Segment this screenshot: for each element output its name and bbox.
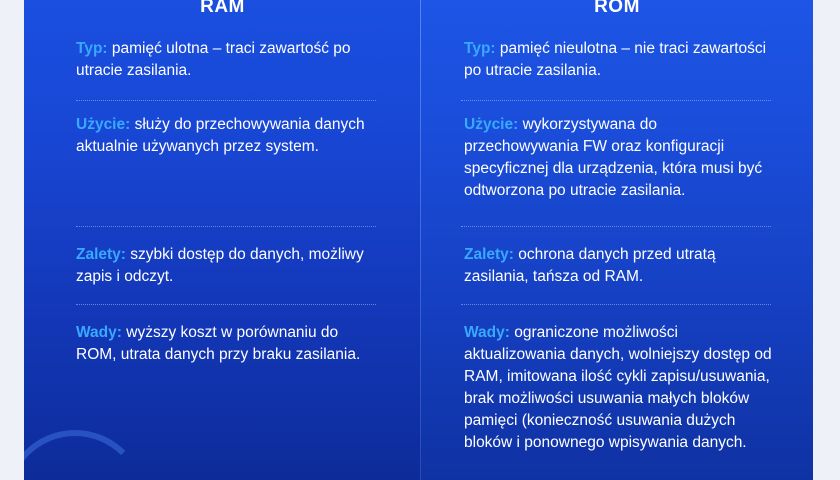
rom-typ-label: Typ: xyxy=(464,40,496,57)
ram-wady-text: wyższy koszt w porównaniu do ROM, utrata danych przy braku zasilania. xyxy=(76,324,361,363)
ram-zalety-label: Zalety: xyxy=(76,246,126,263)
rom-typ-text: pamięć nieulotna – nie traci zawartości po utracie zasilania. xyxy=(464,40,767,79)
ram-separator-2 xyxy=(76,226,376,227)
rom-separator-3 xyxy=(461,304,771,305)
ram-separator-1 xyxy=(76,100,376,101)
rom-wady xyxy=(464,322,774,454)
ram-separator-3 xyxy=(76,304,376,305)
rom-zalety-label: Zalety: xyxy=(464,246,514,263)
rom-uzycie-text: wykorzystywana do przechowywania FW oraz konfiguracji specyficznej dla urządzenia, która musi być odtworzona po utracie zasilania. xyxy=(464,116,763,199)
rom-separator-1 xyxy=(461,100,771,101)
rom-uzycie xyxy=(464,114,774,202)
rom-separator-2 xyxy=(461,226,771,227)
rom-wady-text: ograniczone możliwości aktualizowania danych, wolniejszy dostęp od RAM, imitowana ilość cykli zapisu/usuwania, brak możliwości usuwania małych bloków pamięci (konieczność usuwania dużych bloków i ponownego wpisywania danych. xyxy=(464,324,772,451)
rom-typ xyxy=(464,38,774,82)
ram-typ-label: Typ: xyxy=(76,40,108,57)
rom-uzycie-label: Użycie: xyxy=(464,116,519,133)
ram-wady xyxy=(76,322,376,366)
ram-zalety xyxy=(76,244,376,288)
ram-typ-text: pamięć ulotna – traci zawartość po utracie zasilania. xyxy=(76,40,351,79)
rom-zalety-text: ochrona danych przed utratą zasilania, tańsza od RAM. xyxy=(464,246,716,285)
ram-uzycie-text: służy do przechowywania danych aktualnie używanych przez system. xyxy=(76,116,365,155)
ram-uzycie xyxy=(76,114,376,158)
decorative-arc xyxy=(24,430,146,480)
ram-typ xyxy=(76,38,376,82)
ram-wady-label: Wady: xyxy=(76,324,122,341)
ram-uzycie-label: Użycie: xyxy=(76,116,131,133)
rom-title: ROM xyxy=(594,0,640,17)
rom-panel xyxy=(421,0,813,480)
ram-zalety-text: szybki dostęp do danych, możliwy zapis i odczyt. xyxy=(76,246,364,285)
ram-panel xyxy=(24,0,421,480)
rom-zalety xyxy=(464,244,774,288)
ram-title: RAM xyxy=(200,0,245,17)
rom-wady-label: Wady: xyxy=(464,324,510,341)
